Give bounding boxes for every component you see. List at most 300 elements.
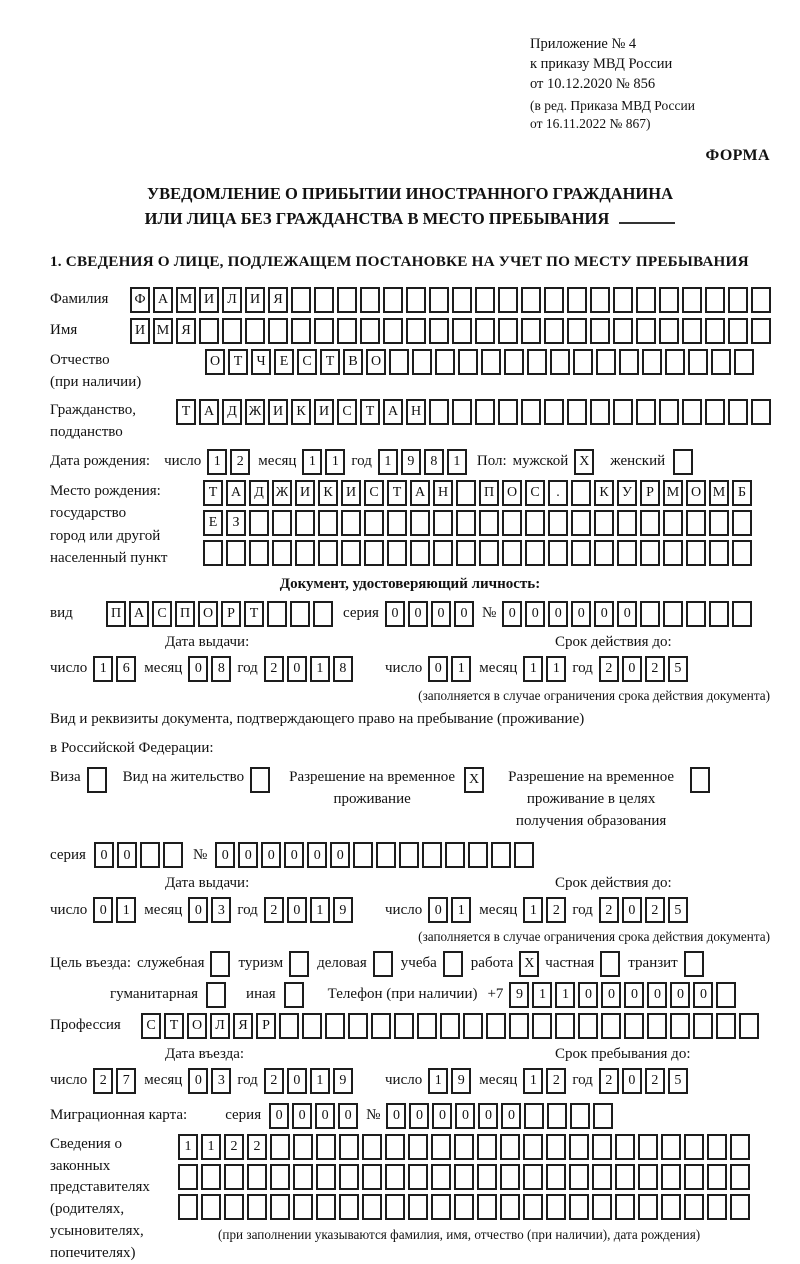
char-cell[interactable]: З xyxy=(226,510,246,536)
char-cell[interactable] xyxy=(594,540,614,566)
char-cell[interactable]: 2 xyxy=(264,897,284,923)
char-cell[interactable]: Я xyxy=(176,318,196,344)
char-cell[interactable] xyxy=(272,540,292,566)
char-cell[interactable] xyxy=(567,399,587,425)
char-cell[interactable]: 0 xyxy=(624,982,644,1008)
char-cell[interactable]: 0 xyxy=(188,1068,208,1094)
char-cell[interactable] xyxy=(140,842,160,868)
char-cell[interactable]: 0 xyxy=(287,1068,307,1094)
char-cell[interactable] xyxy=(454,1164,474,1190)
char-cell[interactable] xyxy=(670,1013,690,1039)
char-cell[interactable] xyxy=(353,842,373,868)
char-cell[interactable] xyxy=(578,1013,598,1039)
char-cell[interactable]: А xyxy=(226,480,246,506)
char-cell[interactable]: 2 xyxy=(645,1068,665,1094)
char-cell[interactable]: Н xyxy=(433,480,453,506)
char-cell[interactable] xyxy=(408,1134,428,1160)
char-cell[interactable] xyxy=(659,287,679,313)
char-cell[interactable]: П xyxy=(106,601,126,627)
char-cell[interactable]: Ж xyxy=(272,480,292,506)
char-cell[interactable] xyxy=(521,399,541,425)
char-cell[interactable] xyxy=(682,318,702,344)
char-cell[interactable] xyxy=(454,1134,474,1160)
char-cell[interactable]: 2 xyxy=(599,897,619,923)
char-cell[interactable]: 1 xyxy=(523,1068,543,1094)
char-cell[interactable] xyxy=(284,982,304,1008)
char-cell[interactable] xyxy=(728,318,748,344)
char-cell[interactable] xyxy=(360,287,380,313)
char-cell[interactable]: 1 xyxy=(178,1134,198,1160)
char-cell[interactable] xyxy=(316,1134,336,1160)
char-cell[interactable]: 1 xyxy=(428,1068,448,1094)
char-cell[interactable] xyxy=(268,318,288,344)
char-cell[interactable] xyxy=(408,1194,428,1220)
char-cell[interactable] xyxy=(636,399,656,425)
char-cell[interactable] xyxy=(636,318,656,344)
char-cell[interactable]: 1 xyxy=(451,656,471,682)
char-cell[interactable] xyxy=(201,1194,221,1220)
char-cell[interactable] xyxy=(206,982,226,1008)
char-cell[interactable] xyxy=(547,1103,567,1129)
char-cell[interactable] xyxy=(709,510,729,536)
char-cell[interactable] xyxy=(638,1164,658,1190)
char-cell[interactable]: 0 xyxy=(428,897,448,923)
char-cell[interactable]: С xyxy=(297,349,317,375)
char-cell[interactable] xyxy=(751,318,771,344)
char-cell[interactable]: С xyxy=(337,399,357,425)
char-cell[interactable]: 0 xyxy=(601,982,621,1008)
char-cell[interactable] xyxy=(661,1194,681,1220)
char-cell[interactable] xyxy=(546,1194,566,1220)
char-cell[interactable] xyxy=(337,318,357,344)
char-cell[interactable] xyxy=(452,318,472,344)
char-cell[interactable] xyxy=(596,349,616,375)
char-cell[interactable] xyxy=(362,1164,382,1190)
char-cell[interactable] xyxy=(548,540,568,566)
char-cell[interactable]: 9 xyxy=(509,982,529,1008)
char-cell[interactable] xyxy=(730,1134,750,1160)
char-cell[interactable]: Т xyxy=(176,399,196,425)
char-cell[interactable]: Ф xyxy=(130,287,150,313)
char-cell[interactable]: 0 xyxy=(594,601,614,627)
char-cell[interactable]: 9 xyxy=(401,449,421,475)
char-cell[interactable]: 2 xyxy=(599,656,619,682)
char-cell[interactable]: 9 xyxy=(333,897,353,923)
char-cell[interactable] xyxy=(615,1194,635,1220)
char-cell[interactable]: С xyxy=(141,1013,161,1039)
char-cell[interactable] xyxy=(571,510,591,536)
char-cell[interactable] xyxy=(732,601,752,627)
char-cell[interactable]: 0 xyxy=(261,842,281,868)
char-cell[interactable] xyxy=(640,540,660,566)
char-cell[interactable]: 8 xyxy=(333,656,353,682)
char-cell[interactable] xyxy=(638,1134,658,1160)
char-cell[interactable] xyxy=(500,1134,520,1160)
char-cell[interactable] xyxy=(178,1164,198,1190)
char-cell[interactable] xyxy=(571,540,591,566)
char-cell[interactable] xyxy=(270,1164,290,1190)
char-cell[interactable] xyxy=(452,287,472,313)
char-cell[interactable]: С xyxy=(525,480,545,506)
char-cell[interactable]: Т xyxy=(320,349,340,375)
char-cell[interactable] xyxy=(325,1013,345,1039)
char-cell[interactable] xyxy=(250,767,270,793)
char-cell[interactable] xyxy=(613,287,633,313)
char-cell[interactable] xyxy=(362,1194,382,1220)
char-cell[interactable]: О xyxy=(205,349,225,375)
char-cell[interactable]: В xyxy=(343,349,363,375)
char-cell[interactable]: О xyxy=(366,349,386,375)
char-cell[interactable] xyxy=(705,399,725,425)
char-cell[interactable]: 0 xyxy=(238,842,258,868)
char-cell[interactable]: 2 xyxy=(546,897,566,923)
char-cell[interactable] xyxy=(523,1164,543,1190)
char-cell[interactable] xyxy=(613,399,633,425)
char-cell[interactable]: 0 xyxy=(455,1103,475,1129)
char-cell[interactable]: 2 xyxy=(546,1068,566,1094)
char-cell[interactable]: 2 xyxy=(230,449,250,475)
char-cell[interactable] xyxy=(406,287,426,313)
char-cell[interactable]: М xyxy=(663,480,683,506)
char-cell[interactable]: 1 xyxy=(555,982,575,1008)
char-cell[interactable]: А xyxy=(199,399,219,425)
char-cell[interactable] xyxy=(751,287,771,313)
char-cell[interactable]: М xyxy=(176,287,196,313)
char-cell[interactable] xyxy=(523,1194,543,1220)
char-cell[interactable] xyxy=(475,318,495,344)
char-cell[interactable] xyxy=(684,951,704,977)
char-cell[interactable]: Е xyxy=(274,349,294,375)
char-cell[interactable]: Л xyxy=(222,287,242,313)
char-cell[interactable] xyxy=(504,349,524,375)
char-cell[interactable]: 1 xyxy=(93,656,113,682)
char-cell[interactable]: И xyxy=(314,399,334,425)
char-cell[interactable] xyxy=(431,1194,451,1220)
char-cell[interactable] xyxy=(339,1194,359,1220)
char-cell[interactable] xyxy=(617,540,637,566)
char-cell[interactable]: А xyxy=(129,601,149,627)
char-cell[interactable] xyxy=(318,510,338,536)
title-blank-field[interactable] xyxy=(619,208,675,224)
char-cell[interactable]: 0 xyxy=(432,1103,452,1129)
char-cell[interactable]: 1 xyxy=(310,897,330,923)
char-cell[interactable] xyxy=(592,1164,612,1190)
char-cell[interactable] xyxy=(491,842,511,868)
char-cell[interactable] xyxy=(385,1194,405,1220)
char-cell[interactable]: 0 xyxy=(501,1103,521,1129)
char-cell[interactable] xyxy=(690,767,710,793)
char-cell[interactable] xyxy=(684,1164,704,1190)
char-cell[interactable] xyxy=(387,510,407,536)
char-cell[interactable]: 9 xyxy=(333,1068,353,1094)
char-cell[interactable] xyxy=(663,540,683,566)
char-cell[interactable] xyxy=(527,349,547,375)
char-cell[interactable]: Е xyxy=(203,510,223,536)
char-cell[interactable] xyxy=(521,318,541,344)
char-cell[interactable]: 5 xyxy=(668,656,688,682)
char-cell[interactable]: 0 xyxy=(188,897,208,923)
char-cell[interactable]: 1 xyxy=(532,982,552,1008)
char-cell[interactable] xyxy=(673,449,693,475)
char-cell[interactable]: 6 xyxy=(116,656,136,682)
char-cell[interactable] xyxy=(593,1103,613,1129)
char-cell[interactable] xyxy=(267,601,287,627)
char-cell[interactable] xyxy=(659,399,679,425)
char-cell[interactable] xyxy=(178,1194,198,1220)
char-cell[interactable] xyxy=(693,1013,713,1039)
char-cell[interactable] xyxy=(339,1164,359,1190)
char-cell[interactable] xyxy=(550,349,570,375)
char-cell[interactable]: 0 xyxy=(622,897,642,923)
char-cell[interactable]: 1 xyxy=(447,449,467,475)
char-cell[interactable] xyxy=(443,951,463,977)
char-cell[interactable] xyxy=(570,1103,590,1129)
char-cell[interactable]: П xyxy=(175,601,195,627)
char-cell[interactable]: 0 xyxy=(215,842,235,868)
char-cell[interactable] xyxy=(707,1194,727,1220)
char-cell[interactable] xyxy=(454,1194,474,1220)
char-cell[interactable]: 0 xyxy=(431,601,451,627)
char-cell[interactable] xyxy=(435,349,455,375)
char-cell[interactable] xyxy=(548,510,568,536)
char-cell[interactable] xyxy=(684,1194,704,1220)
char-cell[interactable] xyxy=(456,540,476,566)
char-cell[interactable]: Я xyxy=(268,287,288,313)
char-cell[interactable] xyxy=(546,1134,566,1160)
char-cell[interactable] xyxy=(601,1013,621,1039)
char-cell[interactable] xyxy=(373,951,393,977)
char-cell[interactable] xyxy=(247,1194,267,1220)
char-cell[interactable] xyxy=(686,601,706,627)
char-cell[interactable]: Н xyxy=(406,399,426,425)
char-cell[interactable]: 0 xyxy=(617,601,637,627)
char-cell[interactable]: Б xyxy=(732,480,752,506)
char-cell[interactable]: 0 xyxy=(622,656,642,682)
char-cell[interactable]: Ж xyxy=(245,399,265,425)
char-cell[interactable] xyxy=(360,318,380,344)
char-cell[interactable] xyxy=(732,510,752,536)
char-cell[interactable] xyxy=(475,399,495,425)
char-cell[interactable] xyxy=(87,767,107,793)
char-cell[interactable] xyxy=(291,287,311,313)
char-cell[interactable] xyxy=(376,842,396,868)
char-cell[interactable] xyxy=(502,510,522,536)
char-cell[interactable]: Т xyxy=(387,480,407,506)
char-cell[interactable]: 1 xyxy=(207,449,227,475)
char-cell[interactable]: Т xyxy=(164,1013,184,1039)
char-cell[interactable]: X xyxy=(464,767,484,793)
char-cell[interactable] xyxy=(619,349,639,375)
char-cell[interactable]: X xyxy=(574,449,594,475)
char-cell[interactable] xyxy=(452,399,472,425)
char-cell[interactable] xyxy=(429,287,449,313)
char-cell[interactable] xyxy=(707,1134,727,1160)
char-cell[interactable] xyxy=(567,287,587,313)
char-cell[interactable] xyxy=(199,318,219,344)
char-cell[interactable]: И xyxy=(245,287,265,313)
char-cell[interactable]: 0 xyxy=(287,897,307,923)
char-cell[interactable]: 0 xyxy=(408,601,428,627)
char-cell[interactable]: П xyxy=(479,480,499,506)
char-cell[interactable] xyxy=(661,1134,681,1160)
char-cell[interactable] xyxy=(249,510,269,536)
char-cell[interactable]: Т xyxy=(203,480,223,506)
char-cell[interactable] xyxy=(247,1164,267,1190)
char-cell[interactable]: 2 xyxy=(645,656,665,682)
char-cell[interactable]: Р xyxy=(256,1013,276,1039)
char-cell[interactable]: Т xyxy=(360,399,380,425)
char-cell[interactable]: 0 xyxy=(454,601,474,627)
char-cell[interactable] xyxy=(318,540,338,566)
char-cell[interactable]: 0 xyxy=(571,601,591,627)
char-cell[interactable]: 5 xyxy=(668,1068,688,1094)
char-cell[interactable]: 0 xyxy=(693,982,713,1008)
char-cell[interactable] xyxy=(498,287,518,313)
char-cell[interactable]: 0 xyxy=(269,1103,289,1129)
char-cell[interactable]: X xyxy=(519,951,539,977)
char-cell[interactable]: 1 xyxy=(302,449,322,475)
char-cell[interactable]: 1 xyxy=(451,897,471,923)
char-cell[interactable] xyxy=(477,1134,497,1160)
char-cell[interactable] xyxy=(514,842,534,868)
char-cell[interactable] xyxy=(479,510,499,536)
char-cell[interactable] xyxy=(362,1134,382,1160)
char-cell[interactable]: А xyxy=(410,480,430,506)
char-cell[interactable] xyxy=(348,1013,368,1039)
char-cell[interactable]: Д xyxy=(222,399,242,425)
char-cell[interactable] xyxy=(270,1194,290,1220)
char-cell[interactable] xyxy=(245,318,265,344)
char-cell[interactable] xyxy=(592,1194,612,1220)
char-cell[interactable] xyxy=(364,540,384,566)
char-cell[interactable]: 0 xyxy=(525,601,545,627)
char-cell[interactable] xyxy=(389,349,409,375)
char-cell[interactable] xyxy=(387,540,407,566)
char-cell[interactable]: 1 xyxy=(310,1068,330,1094)
char-cell[interactable] xyxy=(383,318,403,344)
char-cell[interactable]: Я xyxy=(233,1013,253,1039)
char-cell[interactable] xyxy=(498,399,518,425)
char-cell[interactable] xyxy=(716,982,736,1008)
char-cell[interactable]: Р xyxy=(640,480,660,506)
char-cell[interactable]: М xyxy=(153,318,173,344)
char-cell[interactable]: О xyxy=(198,601,218,627)
char-cell[interactable] xyxy=(613,318,633,344)
char-cell[interactable] xyxy=(498,318,518,344)
char-cell[interactable] xyxy=(707,1164,727,1190)
char-cell[interactable]: К xyxy=(318,480,338,506)
char-cell[interactable] xyxy=(477,1164,497,1190)
char-cell[interactable] xyxy=(524,1103,544,1129)
char-cell[interactable] xyxy=(600,951,620,977)
char-cell[interactable]: 8 xyxy=(211,656,231,682)
char-cell[interactable] xyxy=(394,1013,414,1039)
char-cell[interactable] xyxy=(440,1013,460,1039)
char-cell[interactable] xyxy=(532,1013,552,1039)
char-cell[interactable] xyxy=(640,510,660,536)
char-cell[interactable] xyxy=(638,1194,658,1220)
char-cell[interactable]: 1 xyxy=(116,897,136,923)
char-cell[interactable] xyxy=(642,349,662,375)
char-cell[interactable] xyxy=(709,540,729,566)
char-cell[interactable] xyxy=(624,1013,644,1039)
char-cell[interactable] xyxy=(705,318,725,344)
char-cell[interactable] xyxy=(663,601,683,627)
char-cell[interactable]: М xyxy=(709,480,729,506)
char-cell[interactable] xyxy=(661,1164,681,1190)
char-cell[interactable] xyxy=(364,510,384,536)
char-cell[interactable]: 0 xyxy=(386,1103,406,1129)
char-cell[interactable] xyxy=(682,399,702,425)
char-cell[interactable] xyxy=(408,1164,428,1190)
char-cell[interactable]: 0 xyxy=(502,601,522,627)
char-cell[interactable] xyxy=(289,951,309,977)
char-cell[interactable] xyxy=(686,510,706,536)
char-cell[interactable] xyxy=(481,349,501,375)
char-cell[interactable]: Т xyxy=(228,349,248,375)
char-cell[interactable]: Ч xyxy=(251,349,271,375)
char-cell[interactable] xyxy=(592,1134,612,1160)
char-cell[interactable]: И xyxy=(199,287,219,313)
char-cell[interactable]: 1 xyxy=(310,656,330,682)
char-cell[interactable]: 0 xyxy=(284,842,304,868)
char-cell[interactable] xyxy=(709,601,729,627)
char-cell[interactable] xyxy=(295,540,315,566)
char-cell[interactable]: 3 xyxy=(211,897,231,923)
char-cell[interactable] xyxy=(594,510,614,536)
char-cell[interactable]: 1 xyxy=(523,656,543,682)
char-cell[interactable] xyxy=(486,1013,506,1039)
char-cell[interactable] xyxy=(224,1164,244,1190)
char-cell[interactable] xyxy=(544,399,564,425)
char-cell[interactable] xyxy=(412,349,432,375)
char-cell[interactable]: 0 xyxy=(188,656,208,682)
char-cell[interactable] xyxy=(615,1134,635,1160)
char-cell[interactable] xyxy=(636,287,656,313)
char-cell[interactable] xyxy=(458,349,478,375)
char-cell[interactable]: А xyxy=(153,287,173,313)
char-cell[interactable]: С xyxy=(364,480,384,506)
char-cell[interactable] xyxy=(385,1134,405,1160)
char-cell[interactable] xyxy=(732,540,752,566)
char-cell[interactable] xyxy=(525,510,545,536)
char-cell[interactable] xyxy=(433,540,453,566)
char-cell[interactable] xyxy=(226,540,246,566)
char-cell[interactable] xyxy=(475,287,495,313)
char-cell[interactable] xyxy=(456,510,476,536)
char-cell[interactable] xyxy=(417,1013,437,1039)
char-cell[interactable]: 3 xyxy=(211,1068,231,1094)
char-cell[interactable] xyxy=(730,1164,750,1190)
char-cell[interactable]: О xyxy=(502,480,522,506)
char-cell[interactable] xyxy=(716,1013,736,1039)
char-cell[interactable] xyxy=(422,842,442,868)
char-cell[interactable]: А xyxy=(383,399,403,425)
char-cell[interactable]: 2 xyxy=(645,897,665,923)
char-cell[interactable] xyxy=(224,1194,244,1220)
char-cell[interactable] xyxy=(659,318,679,344)
char-cell[interactable] xyxy=(590,399,610,425)
char-cell[interactable] xyxy=(682,287,702,313)
char-cell[interactable]: 2 xyxy=(264,1068,284,1094)
char-cell[interactable]: У xyxy=(617,480,637,506)
char-cell[interactable] xyxy=(203,540,223,566)
char-cell[interactable] xyxy=(272,510,292,536)
char-cell[interactable] xyxy=(525,540,545,566)
char-cell[interactable]: 0 xyxy=(670,982,690,1008)
char-cell[interactable] xyxy=(410,540,430,566)
char-cell[interactable] xyxy=(663,510,683,536)
